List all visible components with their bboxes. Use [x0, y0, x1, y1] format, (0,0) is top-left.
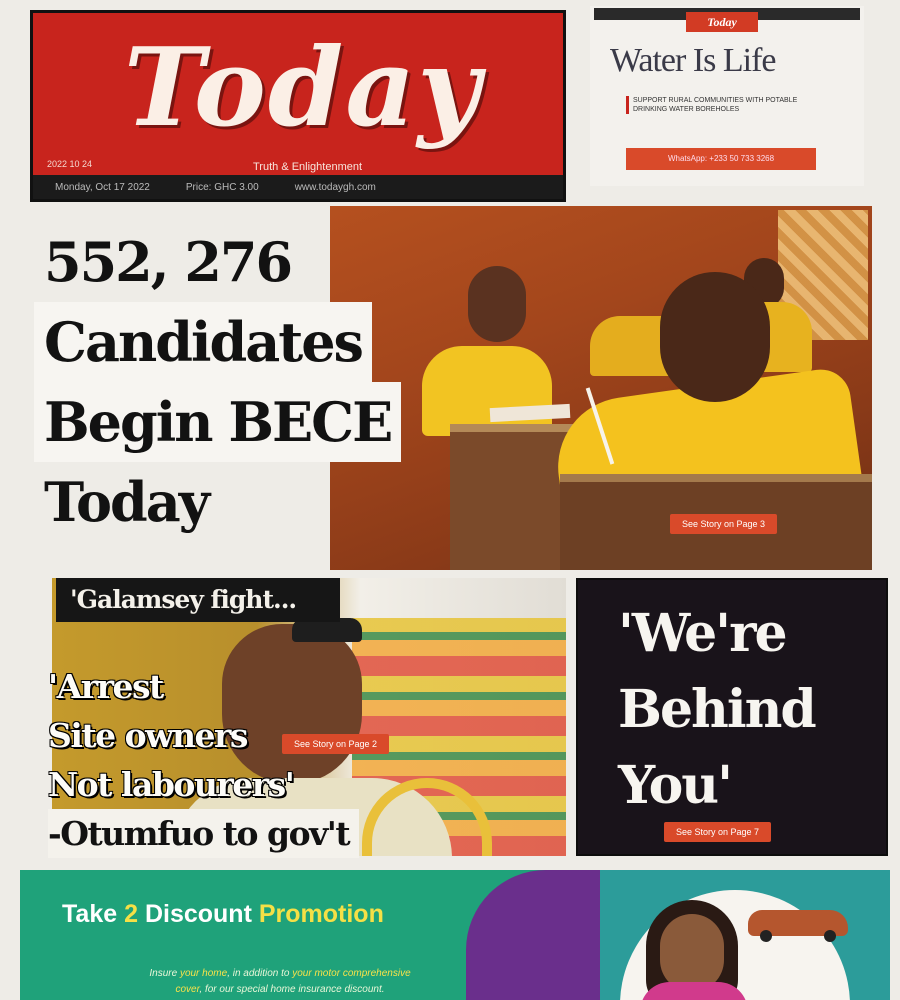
- promo-title-part: Take: [62, 900, 118, 928]
- newspaper-logo: Today: [123, 25, 483, 151]
- promo-body-text: Insure: [149, 968, 178, 979]
- lead-headline-line: Candidates: [34, 302, 372, 382]
- galamsey-attribution: -Otumfuo to gov't: [48, 809, 359, 858]
- galamsey-kicker: 'Galamsey fight...: [56, 578, 340, 622]
- promo-body-text: for our special home insurance discount.: [204, 984, 385, 995]
- behind-you-headline: [618, 596, 878, 824]
- galamsey-headline-line: 'Arrest: [48, 667, 163, 706]
- student-shape: [468, 266, 526, 342]
- car-wheel-shape: [760, 930, 772, 942]
- masthead-infobar: [33, 175, 563, 199]
- ear-subtext: SUPPORT RURAL COMMUNITIES WITH POTABLE DRINKING WATER BOREHOLES: [626, 96, 833, 114]
- promo-title-part: Discount: [144, 900, 252, 928]
- insurance-promo-banner[interactable]: [20, 870, 890, 1000]
- promo-body-text: cover: [175, 984, 200, 995]
- lead-headline: [44, 222, 464, 542]
- galamsey-headline-line: Site owners: [48, 716, 247, 755]
- galamsey-headline-line: Not labourers': [48, 765, 294, 804]
- ear-headline: Water Is Life: [610, 42, 776, 79]
- galamsey-headline: [48, 662, 428, 858]
- lead-headline-line: 552, 276: [44, 230, 292, 294]
- behind-you-story: [576, 578, 888, 856]
- tagline: Truth & Enlightenment: [253, 161, 363, 173]
- see-story-page-3[interactable]: See Story on Page 3: [670, 514, 777, 534]
- promo-title-number: 2: [124, 900, 138, 928]
- behind-you-line: You': [618, 755, 732, 816]
- behind-you-line: 'We're: [618, 603, 786, 664]
- promo-body-text: your motor comprehensive: [292, 968, 411, 979]
- see-story-page-2[interactable]: See Story on Page 2: [282, 734, 389, 754]
- promo-title-part: Promotion: [258, 900, 384, 928]
- cover-price: Price: GHC 3.00: [185, 181, 259, 193]
- behind-you-line: Behind: [618, 679, 815, 740]
- masthead: [30, 10, 566, 202]
- promo-body: Insure your home, in addition to your motor comprehensive cover, for our special home insurance discount.: [149, 968, 411, 995]
- promo-body-text: in addition to: [232, 968, 290, 979]
- edition-code: 2022 10 24: [47, 159, 93, 169]
- promo-model-shape: [640, 982, 748, 1000]
- car-wheel-shape: [824, 930, 836, 942]
- ear-badge: Today: [686, 12, 758, 32]
- lead-headline-line: Begin BECE: [34, 382, 401, 462]
- see-story-page-7[interactable]: See Story on Page 7: [664, 822, 771, 842]
- promo-model-shape: [660, 914, 724, 992]
- whatsapp-contact[interactable]: WhatsApp: +233 50 733 3268: [626, 148, 816, 170]
- promo-title: [62, 900, 384, 929]
- lead-headline-line: Today: [44, 470, 209, 534]
- promo-body-text: your home: [179, 968, 228, 979]
- exam-paper-shape: [490, 404, 571, 422]
- student-shape: [660, 272, 770, 402]
- water-is-life-ad[interactable]: [590, 6, 864, 186]
- website-link[interactable]: www.todaygh.com: [294, 181, 376, 193]
- issue-date: Monday, Oct 17 2022: [55, 181, 150, 193]
